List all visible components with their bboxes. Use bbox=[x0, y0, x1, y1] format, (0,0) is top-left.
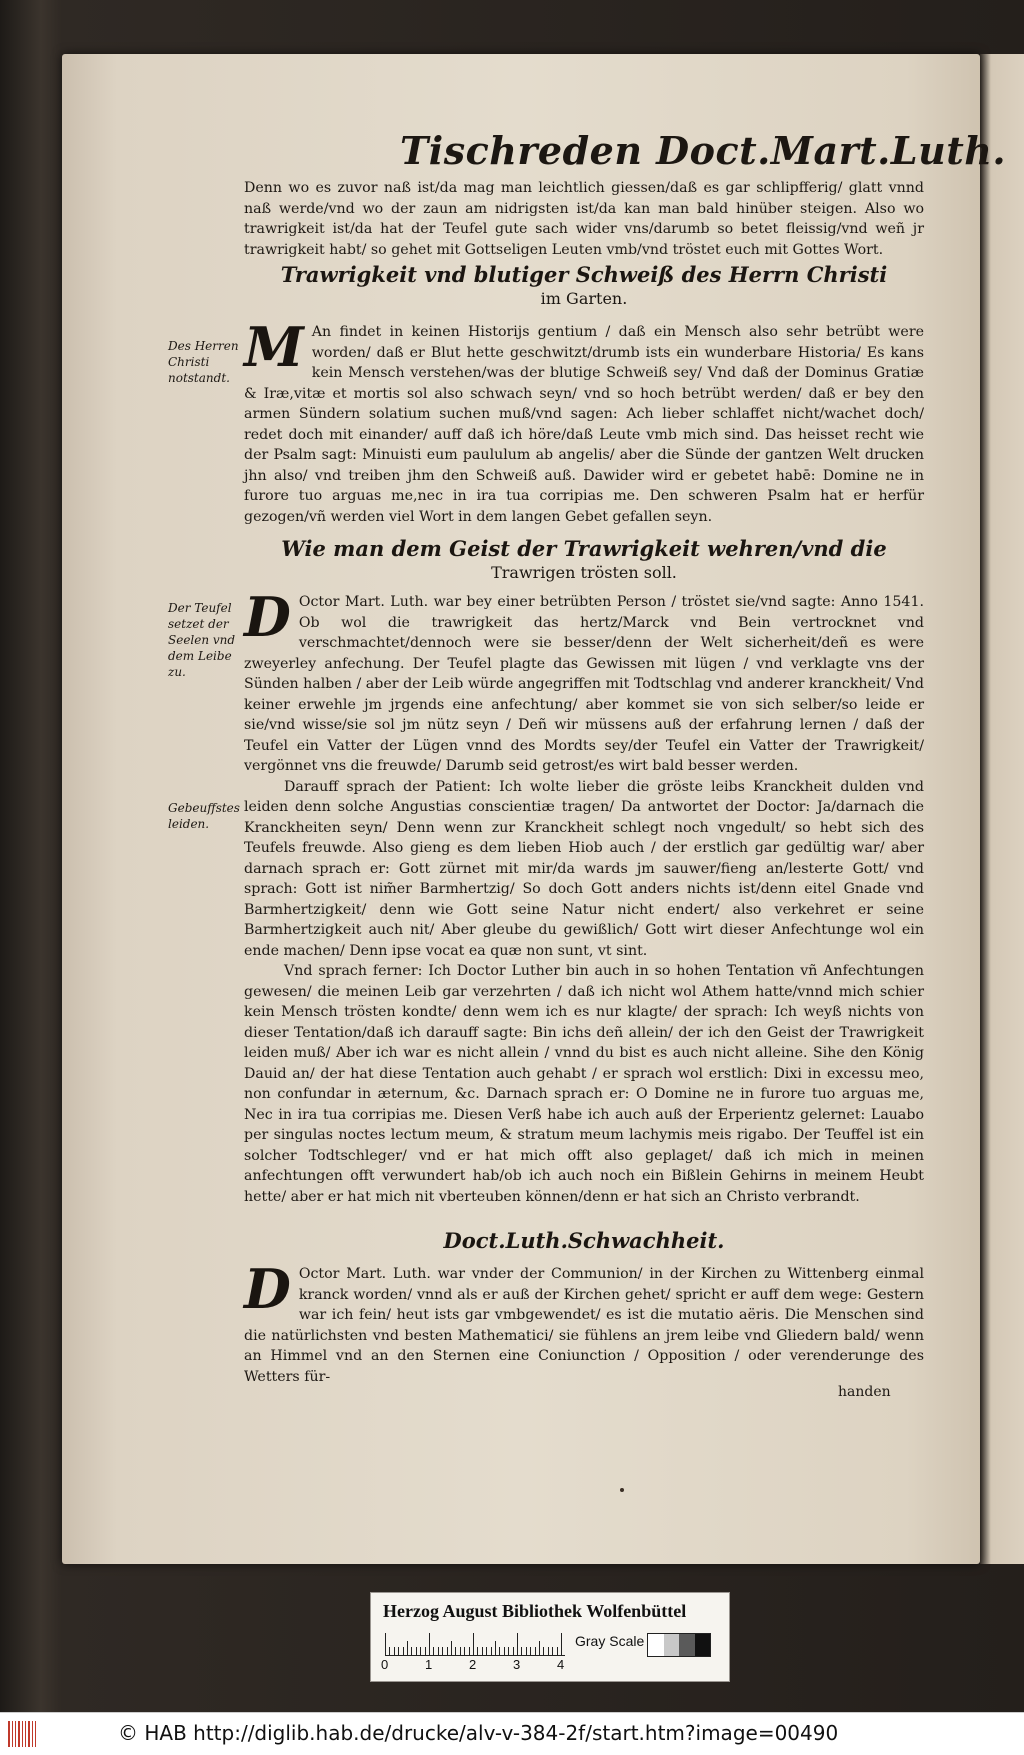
barcode-icon bbox=[8, 1721, 44, 1747]
facing-page-edge bbox=[980, 54, 1024, 1564]
ruler-tick bbox=[455, 1647, 456, 1655]
barcode-bar bbox=[32, 1721, 33, 1747]
running-head: Tischreden Doct.Mart.Luth. bbox=[400, 128, 1007, 173]
section2-text-2: Darauff sprach der Patient: Ich wolte lieber die gröste leibs Kranckheit dulden vnd leiden denn solche Angustias conscientiæ tragen/ Da antwortet der Doctor: Ja/darnach die Kranckheiten seyn/ Denn wenn zur Kranckheit schlegt noch vngedult/ so hebt sich des Teufels freuwde. Also gieng es dem lieben Hiob auch / der erstlich gar gedültig war/ aber darnach sprach er: Gott zürnet mit mir/da wards jm sauwer/fieng an/lesterte Gott/ vnd sprach: Gott ist nim̃er Barmhertzig/ So doch Gott anders nichts ist/denn eitel Gnade vnd Barmhertzigkeit/ denn wie Gott seine Natur nicht endert/ also verkehret er seine Barmhertzigkeit auch nit/ Aber gleube du gewißlich/ Gott wirt dieser Anfechtunge wol ein ende machen/ Denn ipse vocat ea quæ non sunt, vt sint. bbox=[244, 778, 924, 959]
gray-swatch bbox=[664, 1634, 680, 1656]
barcode-bar bbox=[12, 1721, 13, 1747]
section3-body bbox=[244, 1257, 924, 1387]
section1-text: An findet in keinen Historijs gentium / daß ein Mensch also sehr betrübt were worden/ daß er Blut hette geschwitzt/drumb ists ein wunderbare Historia/ Es kans kein Mensch verstehen/was der blutige Schweiß sey/ Vnd daß der Dominus Gratiæ & Iræ,vitæ et mortis sol also schwach seyn/ vnd so hoch betrübt werden/ daß er bey den armen Sündern solatium suchen muß/vnd sagen: Ach lieber schlaffet nicht/wachet doch/ redet doch mit einander/ auff daß ich höre/daß Leute vmb mich sind. Das heisset recht wie der Psalm sagt: Minuisti eum paululum ab angelis/ aber die Sünde der gantzen Welt drucken jhn also/ vnd treiben jhm den Schweiß auß. Dawider wird er gebetet habē: Domine ne in furore tuo arguas me,nec in ira tua corripias me. Den schweren Psalm hat er herfür gezogen/vñ werden viel Wort in dem langen Gebet gefallen seyn. bbox=[244, 324, 924, 525]
ruler-tick bbox=[557, 1647, 558, 1655]
ruler-tick bbox=[460, 1647, 461, 1655]
gray-scale-swatches bbox=[647, 1633, 711, 1657]
ruler-tick bbox=[420, 1647, 421, 1655]
gray-swatch bbox=[648, 1634, 664, 1656]
section1-subtitle: im Garten. bbox=[540, 289, 628, 308]
ruler-tick bbox=[398, 1647, 399, 1655]
section1-heading bbox=[244, 262, 924, 310]
ruler-tick bbox=[433, 1647, 434, 1655]
ruler-tick bbox=[552, 1647, 553, 1655]
ruler-tick bbox=[473, 1633, 474, 1655]
ruler-tick bbox=[451, 1641, 452, 1655]
ruler-tick bbox=[389, 1647, 390, 1655]
barcode-bar bbox=[15, 1721, 16, 1747]
ruler-tick bbox=[495, 1641, 496, 1655]
section1-title: Trawrigkeit vnd blutiger Schweiß des Herrn Christi bbox=[280, 262, 888, 287]
barcode-bar bbox=[22, 1721, 23, 1747]
scale-ruler bbox=[385, 1633, 565, 1655]
ruler-tick bbox=[425, 1647, 426, 1655]
ruler-tick bbox=[385, 1633, 386, 1655]
library-card bbox=[370, 1592, 730, 1682]
ruler-tick bbox=[504, 1647, 505, 1655]
barcode-bar bbox=[35, 1721, 36, 1747]
section1-body bbox=[244, 315, 924, 527]
section1-margin-note: Des Herren Christi notstandt. bbox=[168, 339, 239, 385]
gray-swatch bbox=[679, 1634, 695, 1656]
section2-body bbox=[244, 585, 924, 1207]
ruler-tick bbox=[521, 1647, 522, 1655]
ruler-tick bbox=[517, 1633, 518, 1655]
section2-paragraph-1 bbox=[244, 585, 924, 777]
ruler-tick bbox=[539, 1641, 540, 1655]
section2-text-1: Octor Mart. Luth. war bey einer betrübten Person / tröstet sie/vnd sagte: Anno 1541. Ob wol die trawrigkeit das hertz/Marck vnd Bein vertrocknet vnd verschmachtet/dennoch were sie besser/denn der Welt sicherheit/deñ es were zweyerley anfechung. Der Teufel plagte das Gewissen mit lügen / vnd verklagte vns der Sünden halben / aber der Leib würde angegriffen mit Todtschlag vnd anderer kranckheit/ Vnd keiner erwehle jm jrgends eine anfechtung/ aber kommet sie von sich selber/so leide er sie/vnd wisse/sie sol jm nütz seyn / Deñ wir müssens auß der erfahrung lernen / daß der Teufel ein Vatter der Lügen vnnd des Mordts sey/der Teufel ein Vatter der Trawrigkeit/ vergönnet vns die freuwde/ Darumb seid getrost/es wirt bald besser werden. bbox=[244, 594, 924, 774]
ruler-tick bbox=[429, 1633, 430, 1655]
catchword: handen bbox=[838, 1384, 891, 1400]
ruler-number-4: 4 bbox=[557, 1657, 565, 1672]
ruler-tick bbox=[508, 1647, 509, 1655]
ruler-tick bbox=[469, 1647, 470, 1655]
gray-scale-label: Gray Scale bbox=[575, 1633, 645, 1649]
ruler-tick bbox=[548, 1647, 549, 1655]
ruler-tick bbox=[543, 1647, 544, 1655]
ruler-number-1: 1 bbox=[425, 1657, 433, 1672]
section3-title: Doct.Luth.Schwachheit. bbox=[443, 1228, 725, 1253]
section2-heading bbox=[244, 536, 924, 584]
ruler-number-3: 3 bbox=[513, 1657, 521, 1672]
ruler-number-0: 0 bbox=[381, 1657, 389, 1672]
section2-margin-note-2: Gebeuffstes leiden. bbox=[168, 801, 240, 831]
section1-initial: M bbox=[244, 315, 304, 379]
ruler-tick bbox=[491, 1647, 492, 1655]
ruler-tick bbox=[561, 1633, 562, 1655]
ruler-tick bbox=[438, 1647, 439, 1655]
ruler-tick bbox=[482, 1647, 483, 1655]
ruler-tick bbox=[499, 1647, 500, 1655]
library-name: Herzog August Bibliothek Wolfenbüttel bbox=[383, 1601, 687, 1621]
barcode-bar bbox=[25, 1721, 26, 1747]
ruler-tick bbox=[416, 1647, 417, 1655]
section2-subtitle: Trawrigen trösten soll. bbox=[491, 563, 677, 582]
gray-swatch bbox=[695, 1634, 711, 1656]
ruler-tick bbox=[447, 1647, 448, 1655]
ruler-tick bbox=[411, 1647, 412, 1655]
barcode-bar bbox=[28, 1721, 30, 1747]
ruler-tick bbox=[394, 1647, 395, 1655]
ruler-tick bbox=[530, 1647, 531, 1655]
footer-bar bbox=[0, 1712, 1024, 1755]
ruler-tick bbox=[403, 1647, 404, 1655]
section3-initial: D bbox=[244, 1257, 291, 1321]
footer-link[interactable]: © HAB http://diglib.hab.de/drucke/alv-v-384-2f/start.htm?image=00490 bbox=[118, 1721, 839, 1745]
barcode-bar bbox=[18, 1721, 20, 1747]
section3-heading bbox=[244, 1228, 924, 1254]
section2-text-3: Vnd sprach ferner: Ich Doctor Luther bin auch in so hohen Tentation vñ Anfechtungen gewesen/ die meinen Leib gar verzehrten / daß ich nicht wol Athem hatte/vnnd mich schier kein Mensch trösten kondte/ denn wem ich es nur klagte/ der sprach: Ich weyß nichts von dieser Tentation/daß ich darauff sagte: Bin ichs deñ allein/ der ich den Geist der Trawrigkeit leiden muß/ Aber ich war es nicht allein / vnnd du bist es auch nicht alleine. Sihe den König Dauid an/ der hat diese Tentation auch gehabt / er sprach wol erstlich: Dixi in excessu meo, non confundar in æternum, &c. Darnach sprach er: O Domine ne in furore tuo arguas me, Nec in ira tua corripias me. Diesen Verß habe ich auch auß der Erperientz gelernet: Lauabo per singulas noctes lectum meum, & stratum meum lachymis meis rigabo. Der Teuffel ist ein solcher Todtschleger/ vnd er hat mich offt also geplaget/ daß ich mich in meinen anfechtungen offt verwundert hab/ob ich auch noch ein Bißlein Gehirns in meinem Heubt hette/ aber er hat mich nit vberteuben können/denn er hat sich an Christo verbrandt. bbox=[244, 963, 924, 1205]
section2-margin-note-1: Der Teufel setzet der Seelen vnd dem Leibe zu. bbox=[168, 601, 236, 679]
section2-initial: D bbox=[244, 585, 291, 649]
ruler-tick bbox=[442, 1647, 443, 1655]
ruler-tick bbox=[535, 1647, 536, 1655]
ruler-tick bbox=[486, 1647, 487, 1655]
section2-title: Wie man dem Geist der Trawrigkeit wehren/vnd die bbox=[281, 536, 887, 561]
section3-text: Octor Mart. Luth. war vnder der Communion/ in der Kirchen zu Wittenberg einmal kranck worden/ vnnd als er auß der Kirchen gehet/ spricht er auff dem wege: Gestern war ich fein/ heut ists gar vmbgewendet/ es ist die mutatio aëris. Die Menschen sind die natürlichsten vnd besten Mathematici/ sie fühlens an jrem leibe vnd Gliedern bald/ wenn an Himmel vnd an den Sternen eine Coniunction / Opposition / oder verenderunge des Wetters für- bbox=[244, 1266, 924, 1385]
ruler-baseline bbox=[385, 1655, 565, 1656]
ruler-tick bbox=[513, 1647, 514, 1655]
ruler-tick bbox=[526, 1647, 527, 1655]
ruler-tick bbox=[477, 1647, 478, 1655]
barcode-bar bbox=[8, 1721, 10, 1747]
ruler-tick bbox=[464, 1647, 465, 1655]
ruler-tick bbox=[407, 1641, 408, 1655]
ruler-number-2: 2 bbox=[469, 1657, 477, 1672]
page-mark bbox=[620, 1488, 624, 1492]
intro-paragraph: Denn wo es zuvor naß ist/da mag man leichtlich giessen/daß es gar schlipfferig/ glatt vnnd naß werde/vnd wo der zaun am nidrigsten ist/da kan man bald hinüber steigen. Also wo trawrigkeit ist/da hat der Teufel gute sach wider vns/darumb so betet fleissig/vnd weñ jr trawrigkeit habt/ so gehet mit Gottseligen Leuten vmb/vnd tröstet euch mit Gottes Wort. bbox=[244, 180, 924, 258]
